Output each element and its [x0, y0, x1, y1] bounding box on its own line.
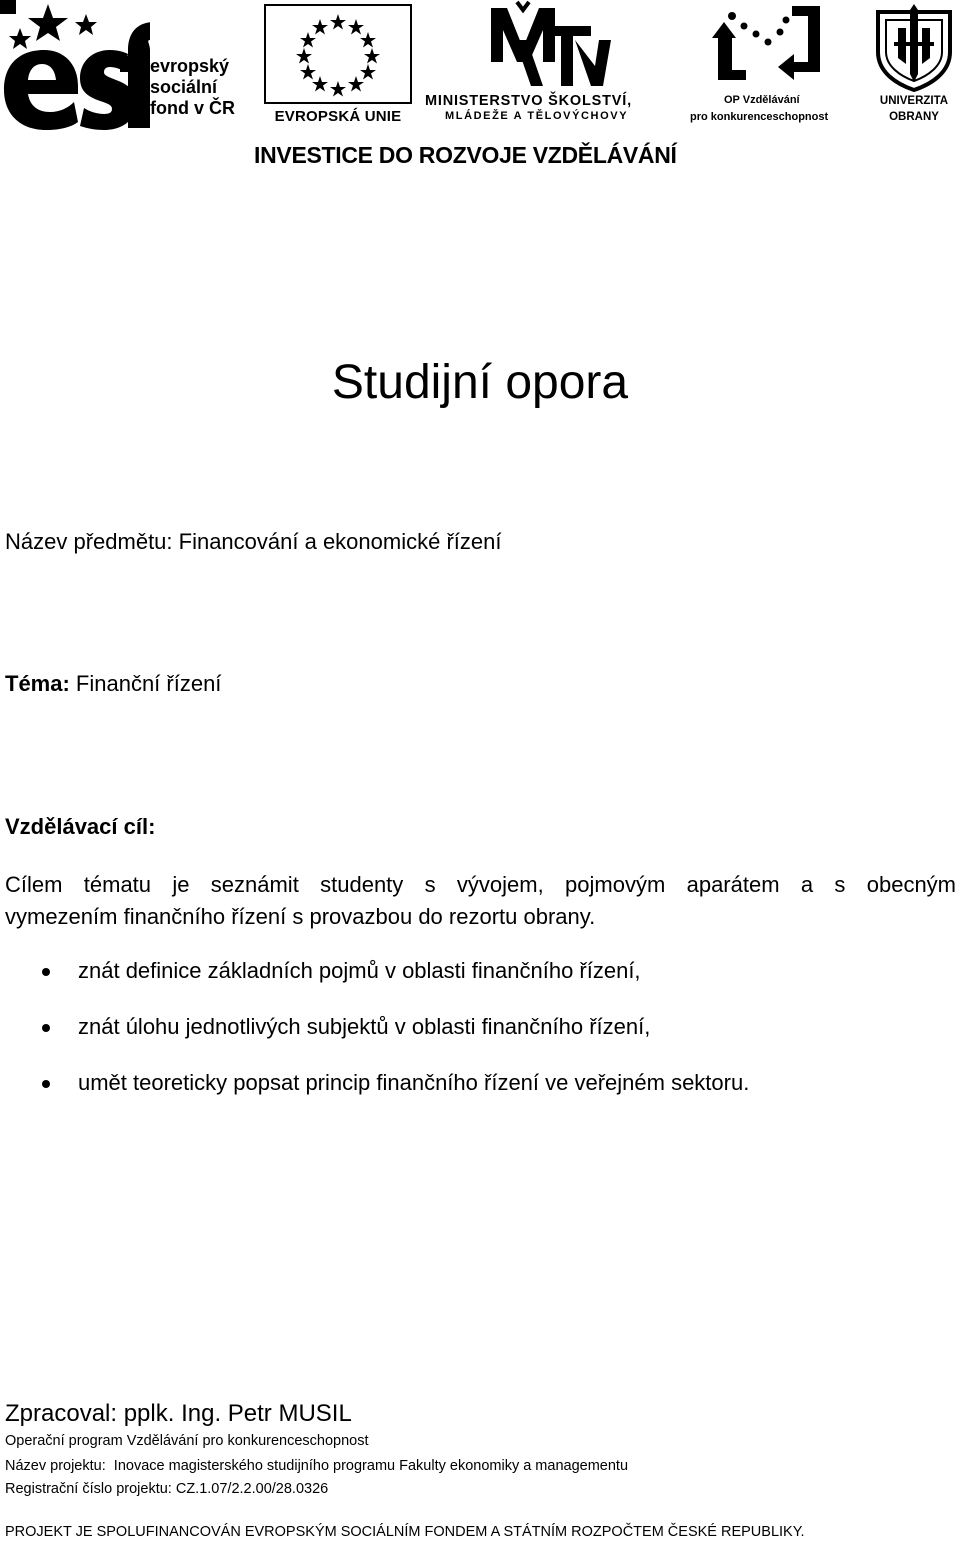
op-logo — [688, 0, 853, 130]
university-line-2: OBRANY — [889, 111, 939, 123]
program-line: Operační program Vzdělávání pro konkurenceschopnost — [5, 1433, 369, 1449]
goal-line-1: Cílem tématu je seznámit studenty s vývojem, pojmovým aparátem a s obecným — [5, 872, 956, 897]
esf-logo — [0, 0, 255, 130]
bullet-icon — [42, 968, 50, 976]
goal-paragraph — [5, 869, 956, 933]
cofinancing-line: PROJEKT JE SPOLUFINANCOVÁN EVROPSKÝM SOCIÁLNÍM FONDEM A STÁTNÍM ROZPOČTEM ČESKÉ REPUBLIKY. — [5, 1524, 805, 1540]
topic-line — [5, 671, 221, 697]
op-line-1: OP Vzdělávání — [724, 94, 800, 106]
msmt-logo — [425, 0, 685, 130]
esf-emblem-icon — [0, 0, 150, 130]
topic-label: Téma: — [5, 671, 70, 696]
goal-line-2: vymezením finančního řízení s provazbou do rezortu obrany. — [5, 904, 596, 929]
bullet-icon — [42, 1024, 50, 1032]
op-arrows-icon — [688, 0, 853, 92]
esf-line-3: fond v ČR — [150, 98, 235, 118]
esf-line-1: evropský — [150, 56, 230, 76]
msmt-line-2: MLÁDEŽE A TĚLOVÝCHOVY — [445, 110, 629, 122]
logo-header — [0, 0, 960, 175]
list-item-text: umět teoreticky popsat princip finančního řízení ve veřejném sektoru. — [78, 1070, 750, 1095]
list-item-text: znát úlohu jednotlivých subjektů v oblasti finančního řízení, — [78, 1014, 651, 1039]
bullet-icon — [42, 1080, 50, 1088]
list-item-text: znát definice základních pojmů v oblasti finančního řízení, — [78, 958, 641, 983]
esf-line-2: sociální — [150, 77, 218, 97]
subject-line: Název předmětu: Financování a ekonomické řízení — [5, 529, 502, 554]
msmt-monogram-icon — [425, 0, 685, 92]
document-title: Studijní opora — [331, 356, 629, 409]
investice-tagline: INVESTICE DO ROZVOJE VZDĚLÁVÁNÍ — [254, 142, 677, 168]
topic-value: Finanční řízení — [69, 671, 222, 696]
university-crest-icon — [868, 2, 960, 92]
esf-text — [150, 56, 235, 119]
op-line-2: pro konkurenceschopnost — [690, 111, 829, 123]
author-line: Zpracoval: pplk. Ing. Petr MUSIL — [5, 1400, 352, 1427]
university-line-1: UNIVERZITA — [879, 95, 949, 107]
eu-flag-icon — [264, 4, 412, 104]
msmt-line-1: MINISTERSTVO ŠKOLSTVÍ, — [425, 93, 632, 109]
eu-caption: EVROPSKÁ UNIE — [274, 108, 402, 125]
goal-heading: Vzdělávací cíl: — [5, 814, 156, 839]
registration-line: Registrační číslo projektu: CZ.1.07/2.2.00/28.0326 — [5, 1481, 329, 1497]
university-logo — [868, 2, 960, 128]
eu-logo — [264, 4, 412, 128]
project-name-line: Název projektu: Inovace magisterského studijního programu Fakulty ekonomiky a managementu — [5, 1458, 629, 1474]
